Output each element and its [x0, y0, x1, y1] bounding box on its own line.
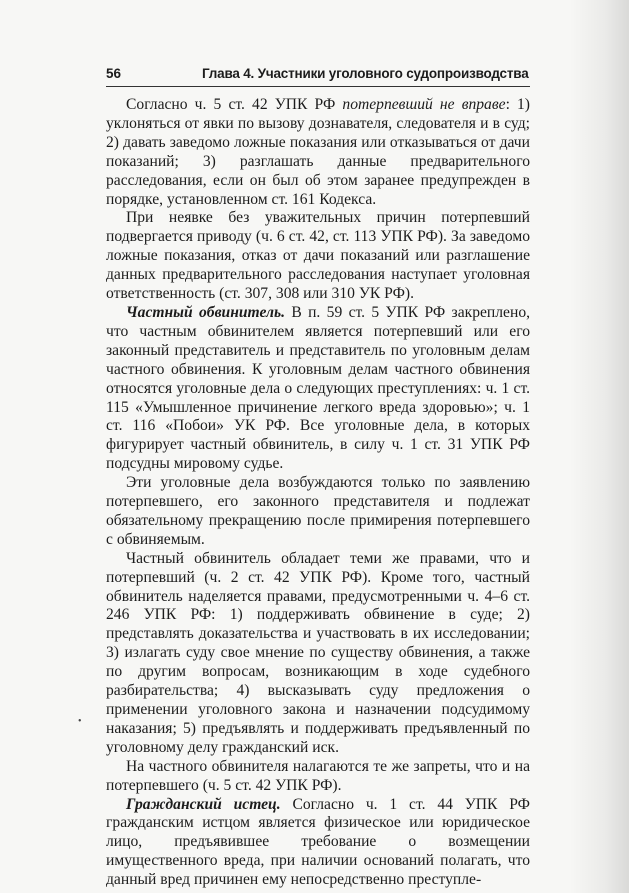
paragraph-text: Согласно ч. 1 ст. 44 УПК РФ гражданским истцом является физическое или юридическое лицо, предъявившее требование о возмещении имущественного вреда, при наличии оснований полагать, что данный вред причинен ему непосредственно преступле-	[106, 795, 530, 889]
emphasis-text: потерпевший не вправе	[342, 96, 506, 113]
paragraph-text: При неявке без уважительных причин потерпевший подвергается приводу (ч. 6 ст. 42, ст. 113 УПК РФ). За заведомо ложные показания, отказ от дачи показаний или разглашение данных предварительного расследования наступает уголовная ответственность (ст. 307, 308 или 310 УК РФ).	[106, 209, 530, 303]
paragraph-text: Эти уголовные дела возбуждаются только по заявлению потерпевшего, его законного представителя и подлежат обязательному прекращению после примирения потерпевшего с обвиняемым.	[106, 474, 530, 548]
paragraph-text: Частный обвинитель обладает теми же правами, что и потерпевший (ч. 2 ст. 42 УПК РФ). Кроме того, частный обвинитель наделяется правами, предусмотренными ч. 4–6 ст. 246 УПК РФ: 1) поддерживать обвинение в суде; 2) представлять доказательства и участвовать в их исследовании; 3) излагать суду свое мнение по существу обвинения, а также по другим вопросам, возникающим в ходе судебного разбирательства; 4) высказывать суду предложения о применении уголовного закона и назначении подсудимому наказания; 5) предъявлять и поддерживать предъявленный по уголовному делу гражданский иск.	[106, 549, 530, 756]
paragraph-text: : 1) уклоняться от явки по вызову дознавателя, следователя и в суд; 2) давать заведомо ложные показания или отказываться от дачи показаний; 3) разглашать данные предварительного расследования, если он был об этом заранее предупрежден в порядке, установленном ст. 161 Кодекса.	[106, 96, 530, 208]
paragraph-text: В п. 59 ст. 5 УПК РФ закреплено, что частным обвинителем является потерпевший или его законный представитель и представитель по уголовным делам частного обвинения. К уголовным делам частного обвинения относятся уголовные дела о следующих преступлениях: ч. 1 ст. 115 «Умышленное причинение легкого вреда здоровью»; ч. 1 ст. 116 «Побои» УК РФ. Все уголовные дела, в которых фигурирует частный обвинитель, в силу ч. 1 ст. 31 УПК РФ подсудны мировому судье.	[106, 303, 531, 473]
paragraph-victim-restrictions	[106, 96, 530, 209]
paragraph-private-prosecutor	[106, 304, 530, 474]
paragraph-text: На частного обвинителя налагаются те же запреты, что и на потерпевшего (ч. 5 ст. 42 УПК РФ).	[106, 757, 530, 794]
running-title: Глава 4. Участники уголовного судопроизводства	[202, 66, 529, 81]
paragraph-liability	[106, 209, 530, 304]
scan-artifact-dot: •	[78, 716, 82, 727]
page-spine-shadow	[569, 0, 629, 893]
page-header	[106, 64, 530, 87]
paragraph-prohibitions	[106, 758, 530, 796]
paragraph-prosecutor-rights	[106, 550, 530, 758]
page-number: 56	[106, 66, 122, 81]
paragraph-civil-plaintiff	[106, 796, 530, 891]
term-heading: Частный обвинитель.	[126, 303, 286, 321]
term-heading: Гражданский истец.	[126, 795, 281, 813]
page-body	[106, 96, 530, 890]
paragraph-initiation	[106, 474, 530, 550]
paragraph-lead: Согласно ч. 5 ст. 42 УПК РФ	[126, 96, 343, 113]
